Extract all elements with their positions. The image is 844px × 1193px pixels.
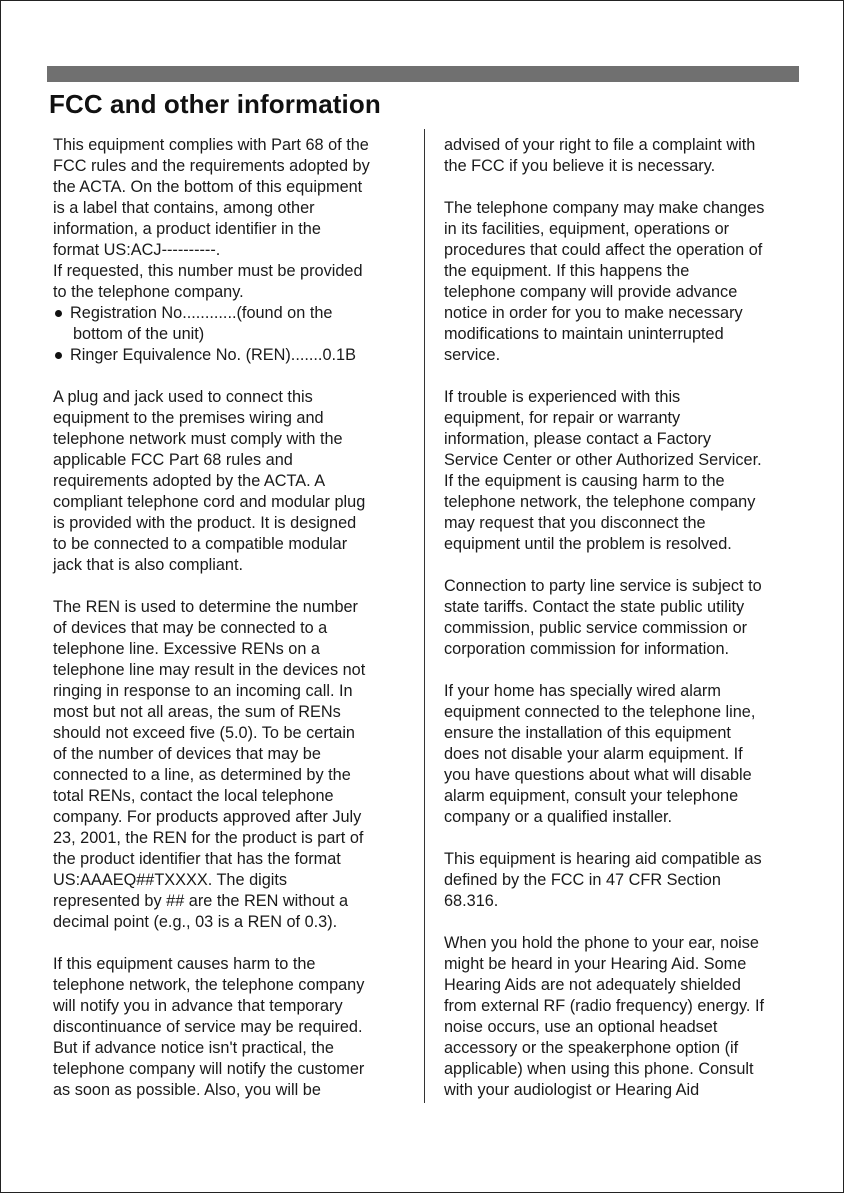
right-column: [444, 135, 796, 1101]
text-line: equipment connected to the telephone line,: [444, 703, 756, 721]
text-line: accessory or the speakerphone option (if: [444, 1039, 739, 1057]
text-line: as soon as possible. Also, you will be: [53, 1081, 321, 1099]
paragraph: [444, 849, 796, 912]
text-line: you have questions about what will disable: [444, 766, 752, 784]
bullet-icon: [55, 352, 62, 359]
text-line: Hearing Aids are not adequately shielded: [444, 976, 741, 994]
paragraph-gap: [444, 912, 796, 933]
bullet-icon: [55, 310, 62, 317]
text-line: connected to a line, as determined by the: [53, 766, 351, 784]
text-line: information, a product identifier in the: [53, 220, 321, 238]
text-line: applicable) when using this phone. Consult: [444, 1060, 754, 1078]
text-line: telephone line. Excessive RENs on a: [53, 640, 320, 658]
text-line: will notify you in advance that temporary: [53, 997, 343, 1015]
bullet-item-registration: [53, 303, 403, 324]
text-line: telephone network, the telephone company: [53, 976, 365, 994]
paragraph: [444, 198, 796, 366]
text-line: equipment, for repair or warranty: [444, 409, 681, 427]
text-line: service.: [444, 346, 501, 364]
text-line: from external RF (radio frequency) energy. If: [444, 997, 765, 1015]
text-line: If this equipment causes harm to the: [53, 955, 316, 973]
text-line: represented by ## are the REN without a: [53, 892, 349, 910]
text-line: company or a qualified installer.: [444, 808, 673, 826]
text-line: ensure the installation of this equipment: [444, 724, 731, 742]
text-line: in its facilities, equipment, operations or: [444, 220, 730, 238]
paragraph: [53, 387, 403, 576]
text-line: 23, 2001, the REN for the product is part of: [53, 829, 364, 847]
paragraph-gap: [444, 660, 796, 681]
text-line: information, please contact a Factory: [444, 430, 711, 448]
paragraph-gap: [444, 177, 796, 198]
text-line: ringing in response to an incoming call. In: [53, 682, 353, 700]
text-line: US:AAAEQ##TXXXX. The digits: [53, 871, 288, 889]
text-line: applicable FCC Part 68 rules and: [53, 451, 293, 469]
text-line: procedures that could affect the operation of: [444, 241, 763, 259]
text-line: If requested, this number must be provided: [53, 262, 363, 280]
text-line: of devices that may be connected to a: [53, 619, 328, 637]
text-line: defined by the FCC in 47 CFR Section: [444, 871, 721, 889]
text-line: But if advance notice isn't practical, the: [53, 1039, 334, 1057]
bullet-text: Ringer Equivalence No. (REN).......0.1B: [70, 346, 356, 364]
text-line: telephone line may result in the devices not: [53, 661, 366, 679]
text-line: might be heard in your Hearing Aid. Some: [444, 955, 747, 973]
text-line: compliant telephone cord and modular plug: [53, 493, 366, 511]
section-header-bar: [47, 66, 799, 82]
text-line: may request that you disconnect the: [444, 514, 706, 532]
paragraph-gap: [444, 555, 796, 576]
text-line: telephone company will provide advance: [444, 283, 738, 301]
paragraph: [53, 135, 403, 303]
paragraph-gap: [53, 933, 403, 954]
text-line: commission, public service commission or: [444, 619, 748, 637]
text-line: with your audiologist or Hearing Aid: [444, 1081, 700, 1099]
text-line: decimal point (e.g., 03 is a REN of 0.3).: [53, 913, 338, 931]
left-column: [53, 135, 403, 1101]
text-line: telephone company will notify the customer: [53, 1060, 365, 1078]
text-line: company. For products approved after July: [53, 808, 362, 826]
text-line: format US:ACJ----------.: [53, 241, 221, 259]
text-line: modifications to maintain uninterrupted: [444, 325, 724, 343]
paragraph-gap: [444, 828, 796, 849]
text-line: FCC rules and the requirements adopted by: [53, 157, 370, 175]
text-line: should not exceed five (5.0). To be certain: [53, 724, 355, 742]
text-line: most but not all areas, the sum of RENs: [53, 703, 341, 721]
paragraph: [444, 576, 796, 660]
text-line: total RENs, contact the local telephone: [53, 787, 334, 805]
text-line: noise occurs, use an optional headset: [444, 1018, 718, 1036]
text-line: A plug and jack used to connect this: [53, 388, 313, 406]
text-line: the ACTA. On the bottom of this equipment: [53, 178, 363, 196]
paragraph: [53, 954, 403, 1101]
paragraph-gap: [444, 366, 796, 387]
text-line: When you hold the phone to your ear, noise: [444, 934, 759, 952]
text-line: Service Center or other Authorized Servicer.: [444, 451, 762, 469]
text-line: telephone network must comply with the: [53, 430, 343, 448]
text-line: equipment until the problem is resolved.: [444, 535, 732, 553]
text-line: does not disable your alarm equipment. If: [444, 745, 743, 763]
bullet-text: Registration No............(found on the: [70, 304, 333, 322]
text-line: telephone network, the telephone company: [444, 493, 756, 511]
text-line: of the number of devices that may be: [53, 745, 321, 763]
paragraph-gap: [53, 366, 403, 387]
text-line: advised of your right to file a complaint with: [444, 136, 756, 154]
text-line: The REN is used to determine the number: [53, 598, 358, 616]
paragraph: [444, 681, 796, 828]
text-line: This equipment is hearing aid compatible as: [444, 850, 762, 868]
text-line: is provided with the product. It is designed: [53, 514, 357, 532]
paragraph: [53, 597, 403, 933]
text-line: corporation commission for information.: [444, 640, 730, 658]
paragraph: [444, 933, 796, 1101]
text-line: If trouble is experienced with this: [444, 388, 681, 406]
text-line: the product identifier that has the format: [53, 850, 341, 868]
text-line: is a label that contains, among other: [53, 199, 315, 217]
text-line: discontinuance of service may be required.: [53, 1018, 363, 1036]
paragraph: [444, 387, 796, 555]
column-divider: [424, 129, 425, 1103]
text-line: 68.316.: [444, 892, 499, 910]
text-line: Connection to party line service is subject to: [444, 577, 762, 595]
text-line: The telephone company may make changes: [444, 199, 765, 217]
text-line: the equipment. If this happens the: [444, 262, 690, 280]
text-line: state tariffs. Contact the state public utility: [444, 598, 745, 616]
text-line: notice in order for you to make necessary: [444, 304, 743, 322]
text-line: to the telephone company.: [53, 283, 244, 301]
text-line: jack that is also compliant.: [53, 556, 244, 574]
text-line: the FCC if you believe it is necessary.: [444, 157, 716, 175]
bullet-item-ren: [53, 345, 403, 366]
paragraph: [444, 135, 796, 177]
text-line: equipment to the premises wiring and: [53, 409, 324, 427]
paragraph-gap: [53, 576, 403, 597]
text-line: This equipment complies with Part 68 of the: [53, 136, 369, 154]
section-title: FCC and other information: [49, 89, 381, 119]
bullet-text-continued: bottom of the unit): [73, 325, 205, 343]
text-line: If your home has specially wired alarm: [444, 682, 721, 700]
text-line: requirements adopted by the ACTA. A: [53, 472, 326, 490]
text-line: alarm equipment, consult your telephone: [444, 787, 739, 805]
text-line: to be connected to a compatible modular: [53, 535, 348, 553]
text-line: If the equipment is causing harm to the: [444, 472, 725, 490]
